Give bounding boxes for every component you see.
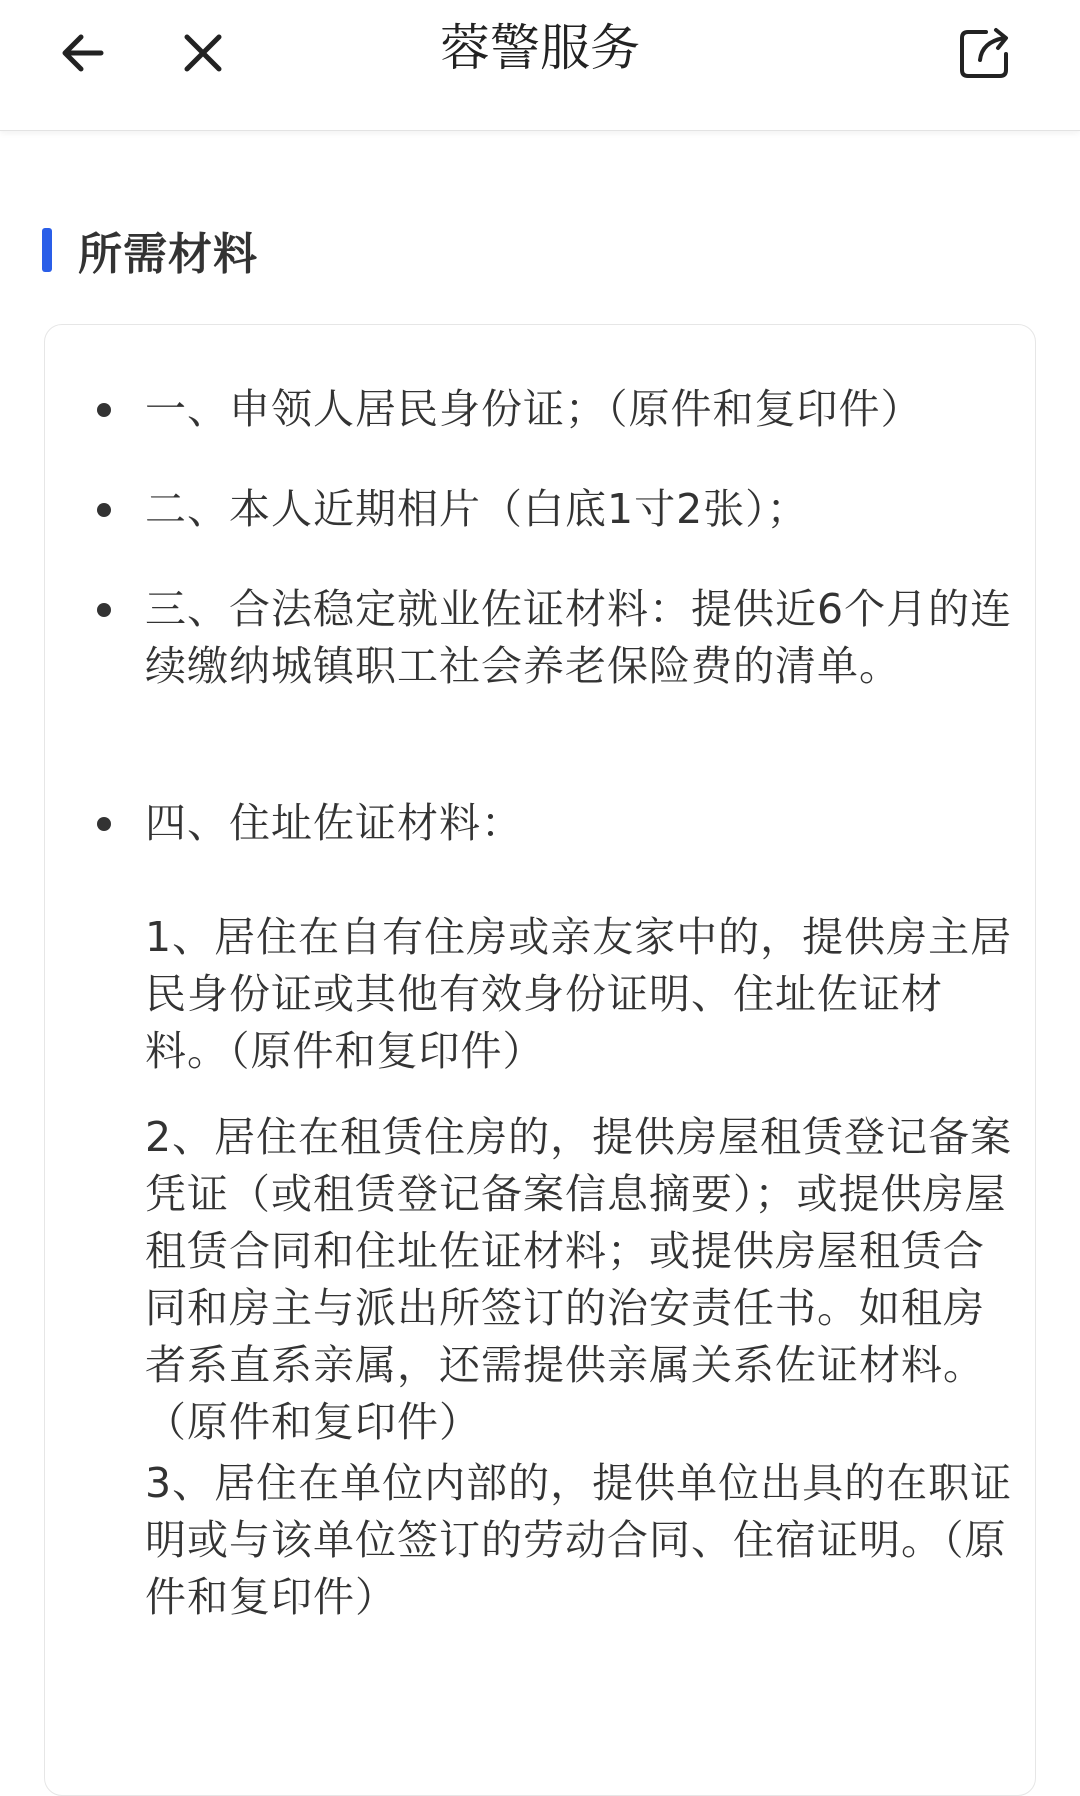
section-header [42,222,258,278]
share-icon [956,24,1014,82]
list-item [107,581,1017,695]
list-item [107,481,1017,538]
bullet-icon [97,503,111,517]
close-button[interactable] [168,18,238,88]
bullet-icon [97,403,111,417]
close-icon [179,29,227,77]
list-item [107,795,1017,852]
list-item-text: 三、合法稳定就业佐证材料：提供近6个月的连续缴纳城镇职工社会养老保险费的清单。 [145,585,1013,690]
bullet-icon [97,603,111,617]
list-item-text: 四、住址佐证材料： [145,799,523,847]
share-button[interactable] [950,18,1020,88]
address-material-item: 3、居住在单位内部的，提供单位出具的在职证明或与该单位签订的劳动合同、住宿证明。（原件和复印件） [145,1459,1013,1621]
address-material-item: 1、居住在自有住房或亲友家中的，提供房主居民身份证或其他有效身份证明、住址佐证材料。（原件和复印件） [145,913,1013,1075]
materials-card [44,324,1036,1796]
section-accent-bar [42,228,52,272]
top-navigation-bar [0,0,1080,131]
list-item [107,381,1017,438]
list-item-text: 一、申领人居民身份证；（原件和复印件） [145,385,923,433]
section-title: 所需材料 [78,229,258,280]
back-button[interactable] [48,18,118,88]
address-material-item: 2、居住在租赁住房的，提供房屋租赁登记备案凭证（或租赁登记备案信息摘要）；或提供房屋租赁合同和住址佐证材料；或提供房屋租赁合同和房主与派出所签订的治安责任书。如租房者系直系亲属，还需提供亲属关系佐证材料。（原件和复印件） [145,1113,1013,1446]
page-title: 蓉警服务 [440,19,640,77]
list-item-text: 二、本人近期相片（白底1寸2张）； [145,485,809,533]
bullet-icon [97,817,111,831]
arrow-left-icon [57,27,109,79]
